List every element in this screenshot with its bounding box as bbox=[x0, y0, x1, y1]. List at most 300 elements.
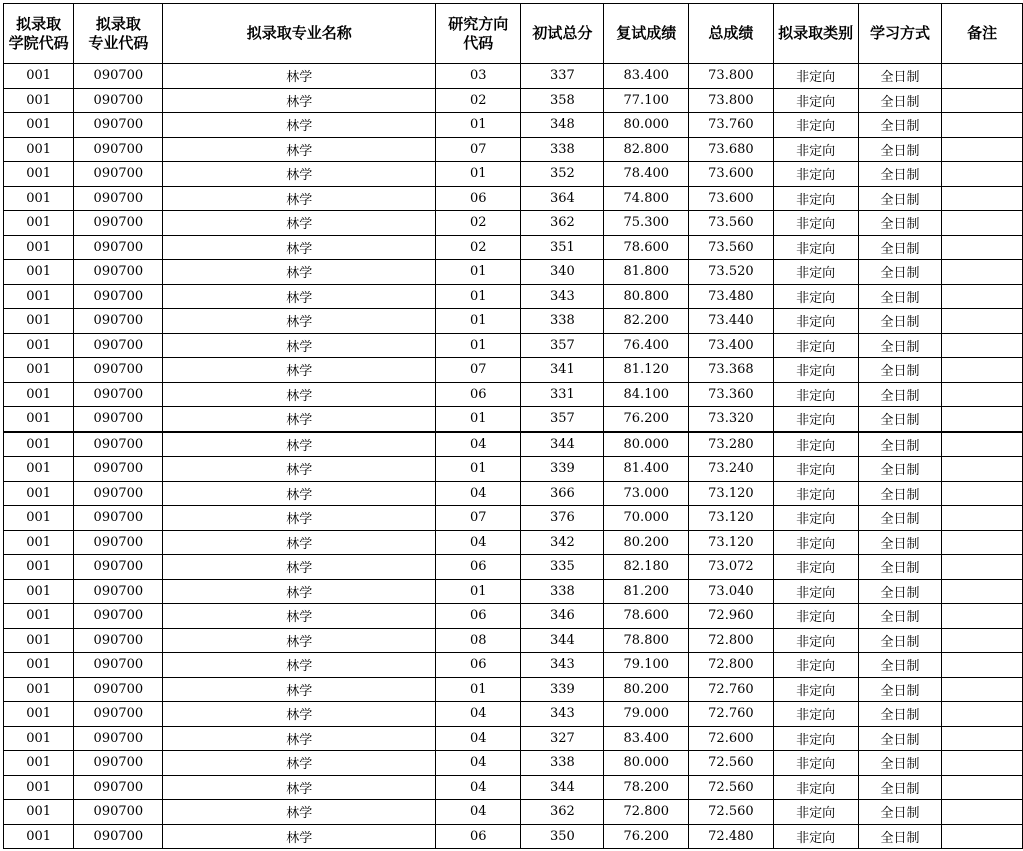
cell-major-code: 090700 bbox=[74, 604, 163, 629]
cell-retest-score: 78.800 bbox=[604, 628, 689, 653]
cell-total-score: 73.320 bbox=[689, 407, 773, 432]
cell-major-name: 林学 bbox=[163, 211, 436, 236]
cell-major-code: 090700 bbox=[74, 824, 163, 849]
cell-direction-code: 01 bbox=[436, 309, 521, 334]
table-row bbox=[4, 481, 1023, 506]
cell-initial-score: 343 bbox=[521, 702, 604, 727]
cell-initial-score: 338 bbox=[521, 751, 604, 776]
cell-major-name: 林学 bbox=[163, 64, 436, 89]
cell-retest-score: 80.800 bbox=[604, 284, 689, 309]
cell-total-score: 73.520 bbox=[689, 260, 773, 285]
table-row bbox=[4, 628, 1023, 653]
cell-initial-score: 358 bbox=[521, 88, 604, 113]
cell-study-mode: 全日制 bbox=[858, 555, 941, 580]
cell-study-mode: 全日制 bbox=[858, 235, 941, 260]
cell-initial-score: 346 bbox=[521, 604, 604, 629]
cell-college-code: 001 bbox=[4, 235, 74, 260]
cell-college-code: 001 bbox=[4, 284, 74, 309]
cell-major-code: 090700 bbox=[74, 113, 163, 138]
cell-major-code: 090700 bbox=[74, 702, 163, 727]
cell-initial-score: 357 bbox=[521, 333, 604, 358]
cell-total-score: 73.600 bbox=[689, 186, 773, 211]
table-row bbox=[4, 775, 1023, 800]
cell-remarks bbox=[942, 653, 1023, 678]
cell-admit-type: 非定向 bbox=[773, 751, 858, 776]
cell-initial-score: 327 bbox=[521, 726, 604, 751]
cell-initial-score: 339 bbox=[521, 457, 604, 482]
cell-admit-type: 非定向 bbox=[773, 775, 858, 800]
cell-study-mode: 全日制 bbox=[858, 407, 941, 432]
cell-total-score: 73.480 bbox=[689, 284, 773, 309]
table-row bbox=[4, 677, 1023, 702]
cell-admit-type: 非定向 bbox=[773, 211, 858, 236]
cell-college-code: 001 bbox=[4, 64, 74, 89]
cell-total-score: 73.600 bbox=[689, 162, 773, 187]
cell-admit-type: 非定向 bbox=[773, 260, 858, 285]
table-row bbox=[4, 800, 1023, 825]
cell-direction-code: 06 bbox=[436, 382, 521, 407]
cell-direction-code: 02 bbox=[436, 211, 521, 236]
cell-college-code: 001 bbox=[4, 506, 74, 531]
cell-initial-score: 331 bbox=[521, 382, 604, 407]
header-college-code: 拟录取 学院代码 bbox=[4, 4, 74, 64]
cell-major-code: 090700 bbox=[74, 677, 163, 702]
cell-direction-code: 02 bbox=[436, 235, 521, 260]
cell-remarks bbox=[942, 579, 1023, 604]
cell-major-code: 090700 bbox=[74, 211, 163, 236]
cell-college-code: 001 bbox=[4, 530, 74, 555]
cell-admit-type: 非定向 bbox=[773, 481, 858, 506]
cell-direction-code: 04 bbox=[436, 481, 521, 506]
cell-study-mode: 全日制 bbox=[858, 64, 941, 89]
cell-total-score: 73.040 bbox=[689, 579, 773, 604]
cell-study-mode: 全日制 bbox=[858, 604, 941, 629]
table-row bbox=[4, 579, 1023, 604]
cell-direction-code: 06 bbox=[436, 604, 521, 629]
cell-initial-score: 338 bbox=[521, 309, 604, 334]
cell-retest-score: 80.200 bbox=[604, 530, 689, 555]
cell-total-score: 72.480 bbox=[689, 824, 773, 849]
cell-major-name: 林学 bbox=[163, 677, 436, 702]
cell-initial-score: 335 bbox=[521, 555, 604, 580]
table-row bbox=[4, 88, 1023, 113]
cell-major-name: 林学 bbox=[163, 775, 436, 800]
cell-major-name: 林学 bbox=[163, 432, 436, 457]
cell-study-mode: 全日制 bbox=[858, 628, 941, 653]
cell-admit-type: 非定向 bbox=[773, 162, 858, 187]
cell-admit-type: 非定向 bbox=[773, 530, 858, 555]
cell-remarks bbox=[942, 457, 1023, 482]
cell-study-mode: 全日制 bbox=[858, 260, 941, 285]
cell-remarks bbox=[942, 726, 1023, 751]
cell-major-code: 090700 bbox=[74, 88, 163, 113]
cell-major-name: 林学 bbox=[163, 162, 436, 187]
cell-admit-type: 非定向 bbox=[773, 432, 858, 457]
table-row bbox=[4, 407, 1023, 432]
cell-major-name: 林学 bbox=[163, 186, 436, 211]
cell-direction-code: 03 bbox=[436, 64, 521, 89]
table-row bbox=[4, 235, 1023, 260]
cell-admit-type: 非定向 bbox=[773, 702, 858, 727]
cell-retest-score: 76.200 bbox=[604, 824, 689, 849]
cell-remarks bbox=[942, 382, 1023, 407]
cell-major-code: 090700 bbox=[74, 775, 163, 800]
cell-admit-type: 非定向 bbox=[773, 382, 858, 407]
cell-remarks bbox=[942, 604, 1023, 629]
cell-total-score: 73.120 bbox=[689, 530, 773, 555]
cell-major-code: 090700 bbox=[74, 506, 163, 531]
cell-retest-score: 78.400 bbox=[604, 162, 689, 187]
cell-total-score: 72.800 bbox=[689, 628, 773, 653]
cell-admit-type: 非定向 bbox=[773, 506, 858, 531]
cell-remarks bbox=[942, 407, 1023, 432]
cell-remarks bbox=[942, 235, 1023, 260]
cell-admit-type: 非定向 bbox=[773, 604, 858, 629]
cell-college-code: 001 bbox=[4, 186, 74, 211]
cell-college-code: 001 bbox=[4, 628, 74, 653]
cell-college-code: 001 bbox=[4, 677, 74, 702]
cell-major-name: 林学 bbox=[163, 555, 436, 580]
cell-study-mode: 全日制 bbox=[858, 186, 941, 211]
table-row bbox=[4, 137, 1023, 162]
cell-retest-score: 82.200 bbox=[604, 309, 689, 334]
cell-initial-score: 338 bbox=[521, 579, 604, 604]
cell-major-name: 林学 bbox=[163, 702, 436, 727]
header-admit-type: 拟录取类别 bbox=[773, 4, 858, 64]
cell-retest-score: 79.000 bbox=[604, 702, 689, 727]
cell-major-code: 090700 bbox=[74, 407, 163, 432]
admission-table bbox=[3, 3, 1023, 849]
cell-major-name: 林学 bbox=[163, 333, 436, 358]
cell-direction-code: 06 bbox=[436, 824, 521, 849]
cell-retest-score: 80.000 bbox=[604, 113, 689, 138]
cell-major-code: 090700 bbox=[74, 726, 163, 751]
cell-admit-type: 非定向 bbox=[773, 555, 858, 580]
cell-admit-type: 非定向 bbox=[773, 653, 858, 678]
cell-study-mode: 全日制 bbox=[858, 579, 941, 604]
cell-retest-score: 80.200 bbox=[604, 677, 689, 702]
cell-retest-score: 74.800 bbox=[604, 186, 689, 211]
cell-remarks bbox=[942, 628, 1023, 653]
cell-initial-score: 340 bbox=[521, 260, 604, 285]
cell-major-code: 090700 bbox=[74, 555, 163, 580]
cell-retest-score: 81.200 bbox=[604, 579, 689, 604]
cell-remarks bbox=[942, 211, 1023, 236]
cell-major-name: 林学 bbox=[163, 358, 436, 383]
cell-study-mode: 全日制 bbox=[858, 88, 941, 113]
cell-study-mode: 全日制 bbox=[858, 432, 941, 457]
cell-study-mode: 全日制 bbox=[858, 775, 941, 800]
cell-major-code: 090700 bbox=[74, 751, 163, 776]
cell-college-code: 001 bbox=[4, 481, 74, 506]
header-retest-score: 复试成绩 bbox=[604, 4, 689, 64]
cell-remarks bbox=[942, 775, 1023, 800]
cell-major-code: 090700 bbox=[74, 260, 163, 285]
cell-study-mode: 全日制 bbox=[858, 677, 941, 702]
cell-admit-type: 非定向 bbox=[773, 113, 858, 138]
cell-direction-code: 07 bbox=[436, 358, 521, 383]
table-row bbox=[4, 113, 1023, 138]
cell-direction-code: 04 bbox=[436, 751, 521, 776]
cell-college-code: 001 bbox=[4, 137, 74, 162]
cell-study-mode: 全日制 bbox=[858, 457, 941, 482]
cell-remarks bbox=[942, 432, 1023, 457]
cell-initial-score: 338 bbox=[521, 137, 604, 162]
cell-total-score: 72.600 bbox=[689, 726, 773, 751]
table-row bbox=[4, 726, 1023, 751]
table-row bbox=[4, 162, 1023, 187]
cell-total-score: 72.560 bbox=[689, 751, 773, 776]
cell-retest-score: 80.000 bbox=[604, 751, 689, 776]
cell-initial-score: 350 bbox=[521, 824, 604, 849]
cell-major-code: 090700 bbox=[74, 284, 163, 309]
cell-initial-score: 348 bbox=[521, 113, 604, 138]
cell-study-mode: 全日制 bbox=[858, 382, 941, 407]
cell-retest-score: 73.000 bbox=[604, 481, 689, 506]
cell-initial-score: 351 bbox=[521, 235, 604, 260]
cell-study-mode: 全日制 bbox=[858, 481, 941, 506]
table-header-row bbox=[4, 4, 1023, 64]
cell-college-code: 001 bbox=[4, 211, 74, 236]
cell-study-mode: 全日制 bbox=[858, 751, 941, 776]
table-row bbox=[4, 432, 1023, 457]
cell-remarks bbox=[942, 137, 1023, 162]
table-row bbox=[4, 186, 1023, 211]
cell-college-code: 001 bbox=[4, 407, 74, 432]
cell-major-code: 090700 bbox=[74, 628, 163, 653]
table-row bbox=[4, 702, 1023, 727]
cell-major-code: 090700 bbox=[74, 235, 163, 260]
cell-total-score: 73.800 bbox=[689, 64, 773, 89]
cell-retest-score: 78.600 bbox=[604, 235, 689, 260]
cell-total-score: 72.760 bbox=[689, 677, 773, 702]
cell-major-code: 090700 bbox=[74, 481, 163, 506]
cell-admit-type: 非定向 bbox=[773, 309, 858, 334]
cell-remarks bbox=[942, 530, 1023, 555]
cell-initial-score: 376 bbox=[521, 506, 604, 531]
cell-initial-score: 366 bbox=[521, 481, 604, 506]
cell-college-code: 001 bbox=[4, 653, 74, 678]
cell-major-name: 林学 bbox=[163, 137, 436, 162]
cell-college-code: 001 bbox=[4, 702, 74, 727]
cell-retest-score: 77.100 bbox=[604, 88, 689, 113]
cell-major-name: 林学 bbox=[163, 309, 436, 334]
cell-major-code: 090700 bbox=[74, 800, 163, 825]
cell-remarks bbox=[942, 260, 1023, 285]
cell-initial-score: 344 bbox=[521, 775, 604, 800]
cell-total-score: 73.360 bbox=[689, 382, 773, 407]
cell-total-score: 73.800 bbox=[689, 88, 773, 113]
cell-college-code: 001 bbox=[4, 751, 74, 776]
cell-admit-type: 非定向 bbox=[773, 579, 858, 604]
cell-remarks bbox=[942, 555, 1023, 580]
cell-study-mode: 全日制 bbox=[858, 824, 941, 849]
cell-admit-type: 非定向 bbox=[773, 88, 858, 113]
cell-major-name: 林学 bbox=[163, 284, 436, 309]
cell-direction-code: 04 bbox=[436, 432, 521, 457]
cell-major-name: 林学 bbox=[163, 113, 436, 138]
cell-major-name: 林学 bbox=[163, 235, 436, 260]
cell-college-code: 001 bbox=[4, 382, 74, 407]
cell-remarks bbox=[942, 824, 1023, 849]
cell-retest-score: 81.400 bbox=[604, 457, 689, 482]
header-major-name: 拟录取专业名称 bbox=[163, 4, 436, 64]
cell-college-code: 001 bbox=[4, 88, 74, 113]
cell-retest-score: 80.000 bbox=[604, 432, 689, 457]
cell-major-name: 林学 bbox=[163, 88, 436, 113]
cell-study-mode: 全日制 bbox=[858, 309, 941, 334]
cell-direction-code: 01 bbox=[436, 677, 521, 702]
cell-initial-score: 357 bbox=[521, 407, 604, 432]
cell-major-name: 林学 bbox=[163, 457, 436, 482]
cell-retest-score: 78.200 bbox=[604, 775, 689, 800]
cell-college-code: 001 bbox=[4, 260, 74, 285]
cell-retest-score: 82.800 bbox=[604, 137, 689, 162]
cell-major-name: 林学 bbox=[163, 751, 436, 776]
cell-total-score: 73.120 bbox=[689, 481, 773, 506]
cell-total-score: 73.240 bbox=[689, 457, 773, 482]
cell-initial-score: 339 bbox=[521, 677, 604, 702]
cell-college-code: 001 bbox=[4, 162, 74, 187]
cell-study-mode: 全日制 bbox=[858, 506, 941, 531]
cell-admit-type: 非定向 bbox=[773, 333, 858, 358]
cell-total-score: 73.760 bbox=[689, 113, 773, 138]
cell-retest-score: 72.800 bbox=[604, 800, 689, 825]
cell-total-score: 73.368 bbox=[689, 358, 773, 383]
cell-admit-type: 非定向 bbox=[773, 137, 858, 162]
cell-direction-code: 01 bbox=[436, 284, 521, 309]
cell-admit-type: 非定向 bbox=[773, 628, 858, 653]
header-remarks: 备注 bbox=[942, 4, 1023, 64]
cell-remarks bbox=[942, 506, 1023, 531]
cell-direction-code: 06 bbox=[436, 555, 521, 580]
cell-direction-code: 06 bbox=[436, 653, 521, 678]
cell-major-name: 林学 bbox=[163, 824, 436, 849]
cell-major-name: 林学 bbox=[163, 481, 436, 506]
cell-retest-score: 79.100 bbox=[604, 653, 689, 678]
cell-initial-score: 352 bbox=[521, 162, 604, 187]
cell-admit-type: 非定向 bbox=[773, 358, 858, 383]
cell-total-score: 72.800 bbox=[689, 653, 773, 678]
cell-college-code: 001 bbox=[4, 358, 74, 383]
cell-total-score: 73.120 bbox=[689, 506, 773, 531]
cell-total-score: 72.760 bbox=[689, 702, 773, 727]
cell-college-code: 001 bbox=[4, 579, 74, 604]
cell-remarks bbox=[942, 333, 1023, 358]
cell-college-code: 001 bbox=[4, 555, 74, 580]
cell-direction-code: 01 bbox=[436, 407, 521, 432]
cell-direction-code: 07 bbox=[436, 137, 521, 162]
cell-initial-score: 364 bbox=[521, 186, 604, 211]
cell-college-code: 001 bbox=[4, 824, 74, 849]
cell-total-score: 73.560 bbox=[689, 211, 773, 236]
cell-study-mode: 全日制 bbox=[858, 211, 941, 236]
cell-direction-code: 04 bbox=[436, 530, 521, 555]
cell-study-mode: 全日制 bbox=[858, 726, 941, 751]
cell-remarks bbox=[942, 751, 1023, 776]
cell-admit-type: 非定向 bbox=[773, 677, 858, 702]
cell-remarks bbox=[942, 284, 1023, 309]
cell-initial-score: 362 bbox=[521, 211, 604, 236]
cell-major-code: 090700 bbox=[74, 432, 163, 457]
cell-total-score: 73.560 bbox=[689, 235, 773, 260]
table-row bbox=[4, 211, 1023, 236]
cell-college-code: 001 bbox=[4, 333, 74, 358]
cell-initial-score: 343 bbox=[521, 653, 604, 678]
cell-remarks bbox=[942, 186, 1023, 211]
cell-college-code: 001 bbox=[4, 432, 74, 457]
cell-total-score: 72.960 bbox=[689, 604, 773, 629]
cell-study-mode: 全日制 bbox=[858, 333, 941, 358]
cell-major-code: 090700 bbox=[74, 309, 163, 334]
cell-direction-code: 01 bbox=[436, 333, 521, 358]
cell-retest-score: 83.400 bbox=[604, 64, 689, 89]
cell-retest-score: 81.120 bbox=[604, 358, 689, 383]
cell-retest-score: 78.600 bbox=[604, 604, 689, 629]
cell-admit-type: 非定向 bbox=[773, 800, 858, 825]
cell-study-mode: 全日制 bbox=[858, 800, 941, 825]
table-row bbox=[4, 358, 1023, 383]
cell-retest-score: 76.400 bbox=[604, 333, 689, 358]
cell-college-code: 001 bbox=[4, 113, 74, 138]
cell-total-score: 73.680 bbox=[689, 137, 773, 162]
cell-admit-type: 非定向 bbox=[773, 235, 858, 260]
table-row bbox=[4, 64, 1023, 89]
cell-admit-type: 非定向 bbox=[773, 824, 858, 849]
cell-study-mode: 全日制 bbox=[858, 162, 941, 187]
cell-total-score: 73.280 bbox=[689, 432, 773, 457]
cell-major-code: 090700 bbox=[74, 162, 163, 187]
cell-major-name: 林学 bbox=[163, 726, 436, 751]
cell-remarks bbox=[942, 481, 1023, 506]
cell-retest-score: 70.000 bbox=[604, 506, 689, 531]
cell-remarks bbox=[942, 677, 1023, 702]
header-initial-score: 初试总分 bbox=[521, 4, 604, 64]
cell-direction-code: 01 bbox=[436, 457, 521, 482]
cell-retest-score: 83.400 bbox=[604, 726, 689, 751]
cell-initial-score: 344 bbox=[521, 628, 604, 653]
cell-retest-score: 76.200 bbox=[604, 407, 689, 432]
cell-initial-score: 341 bbox=[521, 358, 604, 383]
cell-direction-code: 01 bbox=[436, 162, 521, 187]
cell-remarks bbox=[942, 64, 1023, 89]
cell-direction-code: 04 bbox=[436, 775, 521, 800]
cell-major-code: 090700 bbox=[74, 653, 163, 678]
cell-college-code: 001 bbox=[4, 800, 74, 825]
cell-direction-code: 04 bbox=[436, 702, 521, 727]
cell-major-code: 090700 bbox=[74, 457, 163, 482]
cell-major-code: 090700 bbox=[74, 186, 163, 211]
cell-total-score: 73.440 bbox=[689, 309, 773, 334]
cell-college-code: 001 bbox=[4, 775, 74, 800]
cell-college-code: 001 bbox=[4, 726, 74, 751]
cell-remarks bbox=[942, 358, 1023, 383]
cell-major-name: 林学 bbox=[163, 382, 436, 407]
cell-remarks bbox=[942, 702, 1023, 727]
cell-study-mode: 全日制 bbox=[858, 702, 941, 727]
cell-major-code: 090700 bbox=[74, 137, 163, 162]
cell-major-name: 林学 bbox=[163, 530, 436, 555]
cell-direction-code: 01 bbox=[436, 113, 521, 138]
table-row bbox=[4, 653, 1023, 678]
table-body bbox=[4, 64, 1023, 849]
cell-college-code: 001 bbox=[4, 309, 74, 334]
header-major-code: 拟录取 专业代码 bbox=[74, 4, 163, 64]
header-direction-code: 研究方向 代码 bbox=[436, 4, 521, 64]
cell-major-name: 林学 bbox=[163, 653, 436, 678]
cell-major-name: 林学 bbox=[163, 506, 436, 531]
cell-direction-code: 01 bbox=[436, 579, 521, 604]
